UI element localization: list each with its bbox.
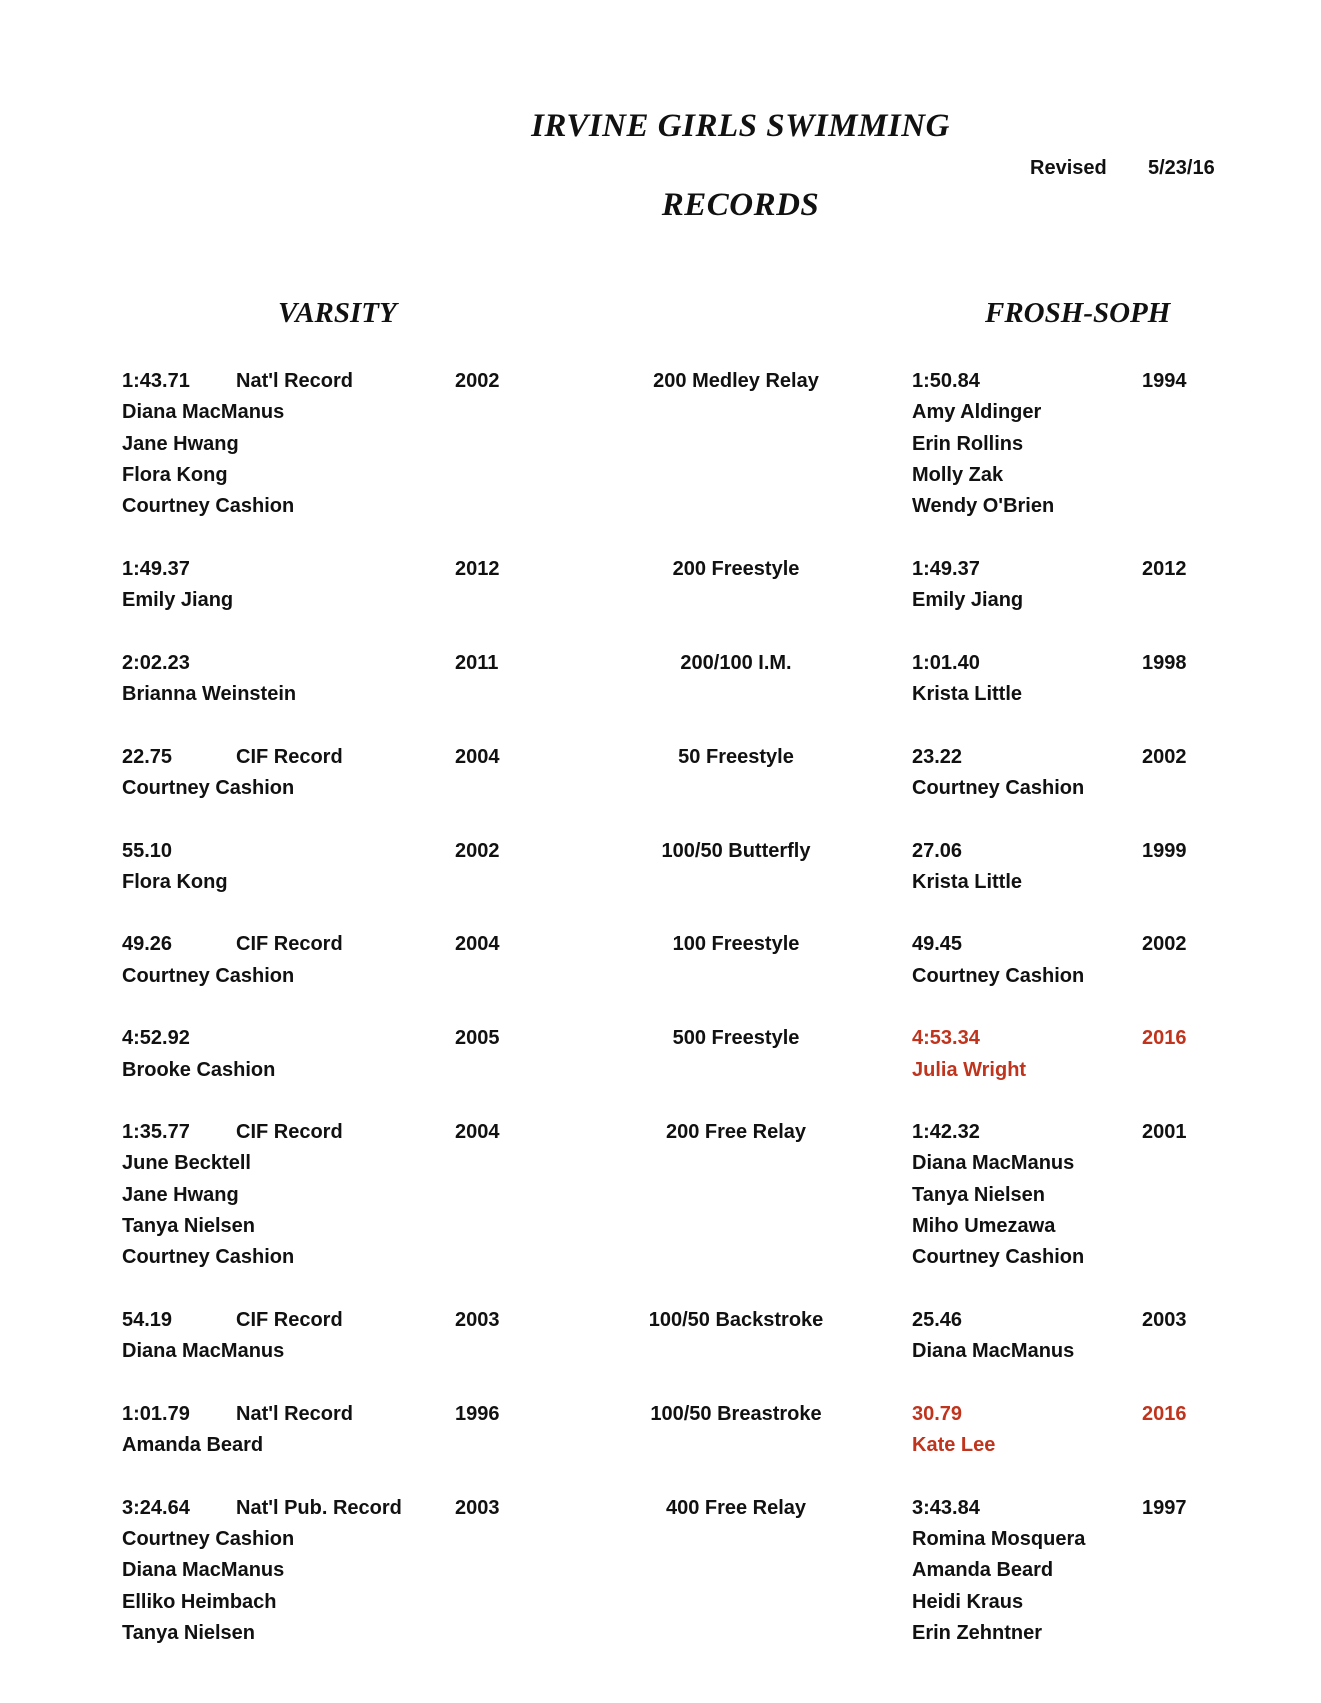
swimmer-line (0, 1215, 1321, 1246)
varsity-year: 2002 (455, 839, 500, 862)
froshsoph-time: 1:50.84 (912, 370, 980, 392)
swimmer-line (0, 1434, 1321, 1465)
swimmer-line (0, 495, 1321, 526)
swimmer-line (0, 871, 1321, 902)
swimmer-line (0, 1591, 1321, 1622)
froshsoph-time: 25.46 (912, 1309, 963, 1331)
record-block (0, 1027, 1321, 1090)
varsity-swimmer-name: Tanya Nielsen (122, 1215, 256, 1238)
varsity-swimmer-name: Diana MacManus (122, 401, 285, 424)
record-header-line (0, 1121, 1321, 1152)
record-header-line (0, 933, 1321, 964)
record-block (0, 1121, 1321, 1277)
froshsoph-time: 23.22 (912, 745, 963, 768)
froshsoph-swimmer-name: Wendy O'Brien (912, 495, 1055, 518)
froshsoph-swimmer-name: Courtney Cashion (912, 776, 1085, 799)
record-block (0, 1403, 1321, 1466)
varsity-swimmer-name: Courtney Cashion (122, 495, 295, 518)
froshsoph-swimmer-name: Miho Umezawa (912, 1215, 1056, 1238)
varsity-time: 3:24.64 (122, 1496, 190, 1519)
varsity-time: 1:43.71 (122, 370, 190, 392)
record-block (0, 1309, 1321, 1372)
revised-label: Revised (1030, 157, 1107, 179)
varsity-year: 2003 (455, 1496, 500, 1519)
froshsoph-swimmer-name: Erin Rollins (912, 432, 1024, 455)
event-name: 100/50 Butterfly (661, 839, 811, 862)
event-name: 500 Freestyle (672, 1027, 800, 1050)
record-header-line (0, 1403, 1321, 1434)
event-name: 100/50 Backstroke (648, 1309, 824, 1331)
page-subtitle: RECORDS (661, 187, 820, 223)
froshsoph-swimmer-name: Romina Mosquera (912, 1528, 1086, 1551)
froshsoph-time: 4:53.34 (912, 1027, 980, 1050)
froshsoph-time: 1:49.37 (912, 557, 980, 580)
page-title: IRVINE GIRLS SWIMMING (531, 108, 950, 144)
varsity-year: 2003 (455, 1309, 500, 1331)
varsity-year: 2005 (455, 1027, 500, 1050)
varsity-swimmer-name: June Becktell (122, 1152, 251, 1175)
froshsoph-time: 30.79 (912, 1402, 963, 1425)
froshsoph-year: 1994 (1142, 370, 1187, 392)
varsity-year: 2012 (455, 557, 500, 580)
froshsoph-time: 49.45 (912, 933, 963, 956)
froshsoph-time: 3:43.84 (912, 1496, 980, 1519)
varsity-heading: VARSITY (278, 297, 397, 329)
varsity-swimmer-name: Courtney Cashion (122, 964, 295, 987)
froshsoph-swimmer-name: Krista Little (912, 870, 1023, 893)
record-block (0, 370, 1321, 526)
varsity-note: CIF Record (236, 1309, 343, 1331)
record-block (0, 652, 1321, 715)
froshsoph-swimmer-name: Tanya Nielsen (912, 1183, 1046, 1206)
varsity-time: 55.10 (122, 839, 173, 862)
swimmer-line (0, 1184, 1321, 1215)
froshsoph-swimmer-name: Molly Zak (912, 463, 1004, 486)
froshsoph-swimmer-name: Courtney Cashion (912, 1246, 1085, 1269)
varsity-note: Nat'l Record (236, 370, 354, 392)
record-block (0, 746, 1321, 809)
froshsoph-swimmer-name: Amanda Beard (912, 1559, 1054, 1582)
varsity-time: 1:49.37 (122, 557, 190, 580)
swimmer-line (0, 589, 1321, 620)
varsity-swimmer-name: Courtney Cashion (122, 776, 295, 799)
swimmer-line (0, 433, 1321, 464)
record-header-line (0, 1027, 1321, 1058)
varsity-swimmer-name: Elliko Heimbach (122, 1590, 277, 1613)
varsity-year: 2004 (455, 933, 500, 956)
record-block (0, 1497, 1321, 1653)
varsity-time: 2:02.23 (122, 651, 190, 674)
varsity-time: 22.75 (122, 745, 173, 768)
record-block (0, 840, 1321, 903)
swimmer-line (0, 965, 1321, 996)
froshsoph-swimmer-name: Courtney Cashion (912, 964, 1085, 987)
record-header-line (0, 840, 1321, 871)
varsity-note: Nat'l Record (236, 1402, 354, 1425)
varsity-swimmer-name: Jane Hwang (122, 432, 239, 455)
record-header-line (0, 1497, 1321, 1528)
froshsoph-year: 2003 (1142, 1309, 1187, 1331)
varsity-swimmer-name: Tanya Nielsen (122, 1621, 256, 1644)
froshsoph-swimmer-name: Amy Aldinger (912, 401, 1042, 424)
varsity-year: 1996 (455, 1402, 500, 1425)
varsity-time: 49.26 (122, 933, 173, 956)
varsity-time: 54.19 (122, 1309, 173, 1331)
froshsoph-swimmer-name: Diana MacManus (912, 1152, 1075, 1175)
froshsoph-year: 1999 (1142, 839, 1187, 862)
event-name: 200 Medley Relay (653, 370, 819, 392)
varsity-swimmer-name: Courtney Cashion (122, 1246, 295, 1269)
swimmer-line (0, 1246, 1321, 1277)
varsity-swimmer-name: Courtney Cashion (122, 1528, 295, 1551)
froshsoph-year: 1997 (1142, 1496, 1187, 1519)
froshsoph-time: 27.06 (912, 839, 963, 862)
event-name: 200/100 I.M. (680, 651, 792, 674)
froshsoph-swimmer-name: Emily Jiang (912, 589, 1024, 612)
froshsoph-year: 2002 (1142, 933, 1187, 956)
varsity-time: 1:01.79 (122, 1402, 190, 1425)
swimmer-line (0, 464, 1321, 495)
froshsoph-heading: FROSH-SOPH (985, 297, 1171, 329)
varsity-time: 1:35.77 (122, 1121, 190, 1144)
varsity-swimmer-name: Amanda Beard (122, 1434, 264, 1457)
varsity-swimmer-name: Diana MacManus (122, 1340, 285, 1363)
froshsoph-time: 1:01.40 (912, 651, 980, 674)
record-header-line (0, 746, 1321, 777)
varsity-time: 4:52.92 (122, 1027, 190, 1050)
varsity-note: Nat'l Pub. Record (236, 1496, 402, 1519)
revised-date: 5/23/16 (1148, 157, 1215, 179)
event-name: 200 Free Relay (665, 1121, 807, 1144)
froshsoph-year: 2012 (1142, 557, 1187, 580)
varsity-year: 2011 (455, 651, 499, 674)
record-header-line (0, 558, 1321, 589)
record-header-line (0, 1309, 1321, 1340)
froshsoph-time: 1:42.32 (912, 1121, 980, 1144)
varsity-swimmer-name: Emily Jiang (122, 589, 234, 612)
swimmer-line (0, 401, 1321, 432)
record-header-line (0, 370, 1321, 401)
froshsoph-year: 1998 (1142, 651, 1187, 674)
swimmer-line (0, 1059, 1321, 1090)
froshsoph-swimmer-name: Kate Lee (912, 1434, 996, 1457)
varsity-note: CIF Record (236, 1121, 343, 1144)
froshsoph-swimmer-name: Julia Wright (912, 1058, 1027, 1081)
varsity-swimmer-name: Jane Hwang (122, 1183, 239, 1206)
varsity-note: CIF Record (236, 745, 343, 768)
event-name: 200 Freestyle (672, 557, 800, 580)
froshsoph-swimmer-name: Diana MacManus (912, 1340, 1075, 1363)
varsity-swimmer-name: Flora Kong (122, 870, 228, 893)
record-block (0, 933, 1321, 996)
swimmer-line (0, 1152, 1321, 1183)
froshsoph-swimmer-name: Krista Little (912, 682, 1023, 705)
event-name: 100/50 Breastroke (650, 1402, 822, 1425)
varsity-note: CIF Record (236, 933, 343, 956)
froshsoph-year: 2016 (1142, 1402, 1187, 1425)
froshsoph-year: 2002 (1142, 745, 1187, 768)
record-block (0, 558, 1321, 621)
record-header-line (0, 652, 1321, 683)
froshsoph-swimmer-name: Erin Zehntner (912, 1621, 1043, 1644)
varsity-year: 2004 (455, 1121, 500, 1144)
event-name: 100 Freestyle (672, 933, 800, 956)
froshsoph-swimmer-name: Heidi Kraus (912, 1590, 1024, 1613)
swimmer-line (0, 1528, 1321, 1559)
event-name: 400 Free Relay (665, 1496, 807, 1519)
varsity-year: 2002 (455, 370, 500, 392)
varsity-swimmer-name: Brianna Weinstein (122, 682, 297, 705)
swimmer-line (0, 1559, 1321, 1590)
froshsoph-year: 2016 (1142, 1027, 1187, 1050)
varsity-year: 2004 (455, 745, 500, 768)
swimmer-line (0, 1340, 1321, 1371)
swimmer-line (0, 777, 1321, 808)
varsity-swimmer-name: Diana MacManus (122, 1559, 285, 1582)
swimmer-line (0, 1622, 1321, 1653)
swimmer-line (0, 683, 1321, 714)
froshsoph-year: 2001 (1142, 1121, 1187, 1144)
event-name: 50 Freestyle (678, 745, 794, 768)
varsity-swimmer-name: Flora Kong (122, 463, 228, 486)
varsity-swimmer-name: Brooke Cashion (122, 1058, 276, 1081)
